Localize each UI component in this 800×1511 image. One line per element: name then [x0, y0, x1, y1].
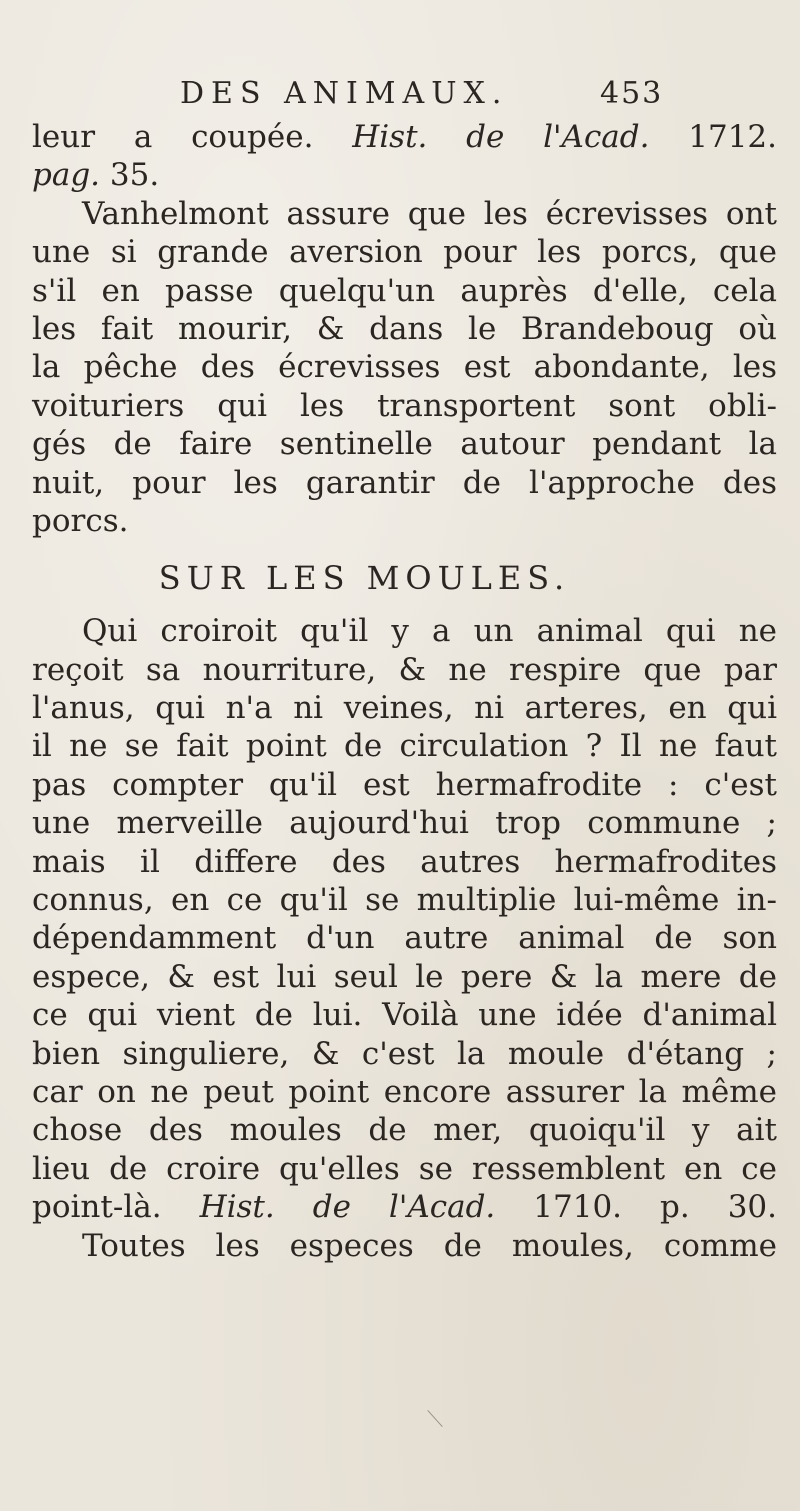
line-text: gés de faire sentinelle autour pendant la [32, 426, 777, 463]
text-line [32, 1073, 777, 1111]
text-line [32, 464, 777, 502]
line-text: il ne se fait point de circulation ? Il ne faut [32, 728, 777, 765]
text-line [32, 1188, 777, 1226]
paragraph-moules [32, 612, 777, 1265]
line-text: chose des moules de mer, quoiqu'il y ait [32, 1112, 777, 1149]
line-text: voituriers qui les transportent sont obli- [32, 387, 777, 424]
text-line [32, 348, 777, 386]
line-text: Toutes les especes de moules, comme [82, 1227, 777, 1264]
paragraph-ecrevisses [32, 118, 777, 540]
running-head: DES ANIMAUX. [180, 76, 509, 111]
line-text: Vanhelmont assure que les écrevisses ont [82, 195, 777, 232]
line-text: les fait mourir, & dans le Brandeboug où [32, 310, 777, 347]
line-text: car on ne peut point encore assurer la même [32, 1073, 777, 1110]
text-line [32, 958, 777, 996]
line-text: Qui croiroit qu'il y a un animal qui ne [82, 613, 777, 650]
text-line [32, 502, 777, 540]
section-title: SUR LES MOULES. [158, 559, 571, 598]
text-line [32, 156, 777, 194]
text-line [32, 310, 777, 348]
line-text: une si grande aversion pour les porcs, que [32, 234, 777, 271]
text-line [32, 272, 777, 310]
line-text-end: 1712. [649, 119, 777, 155]
line-text: leur a coupée. [32, 119, 353, 155]
line-text: l'anus, qui n'a ni veines, ni arteres, en qui [32, 690, 777, 727]
line-text: dépendamment d'un autre animal de son [32, 920, 777, 957]
text-line [32, 766, 777, 804]
text-line [32, 195, 777, 233]
text-line [32, 1035, 777, 1073]
line-italic-citation: Hist. de l'Acad. [199, 1189, 496, 1226]
line-text: nuit, pour les garantir de l'approche des [32, 464, 777, 501]
text-line [32, 387, 777, 425]
text-line [32, 651, 777, 689]
line-text: la pêche des écrevisses est abondante, les [32, 349, 777, 386]
line-text: ce qui vient de lui. Voilà une idée d'animal [32, 997, 777, 1034]
text-line [32, 1111, 777, 1149]
line-text: reçoit sa nourriture, & ne respire que par [32, 651, 777, 688]
line-text: une merveille aujourd'hui trop commune ; [32, 805, 777, 842]
text-line [32, 881, 777, 919]
line-text: espece, & est lui seul le pere & la mere de [32, 958, 777, 995]
text-line [32, 118, 777, 156]
line-text: s'il en passe quelqu'un auprès d'elle, cela [32, 272, 777, 309]
line-italic-citation: pag. [32, 157, 101, 194]
line-text: bien singuliere, & c'est la moule d'étang ; [32, 1035, 777, 1072]
body-text [32, 118, 777, 1265]
stray-mark [427, 1410, 442, 1427]
text-line [32, 612, 777, 650]
line-text-end: 35. [100, 157, 160, 194]
page-number: 453 [600, 76, 664, 111]
text-line [32, 804, 777, 842]
line-text: mais il differe des autres hermafrodites [32, 843, 777, 880]
text-line [32, 996, 777, 1034]
text-line [32, 689, 777, 727]
line-text: connus, en ce qu'il se multiplie lui-même in- [32, 882, 777, 919]
text-line [32, 727, 777, 765]
line-italic-citation: Hist. de l'Acad. [352, 119, 650, 155]
text-line [32, 1150, 777, 1188]
line-text: porcs. [32, 502, 129, 539]
text-line [32, 233, 777, 271]
line-text: pas compter qu'il est hermafrodite : c'est [32, 766, 777, 803]
text-line [32, 1227, 777, 1265]
line-text: point-là. [32, 1189, 200, 1226]
line-text: lieu de croire qu'elles se ressemblent en ce [32, 1150, 777, 1187]
line-text-end: 1710. p. 30. [495, 1189, 777, 1226]
text-line [32, 919, 777, 957]
text-line [32, 843, 777, 881]
text-line [32, 425, 777, 463]
